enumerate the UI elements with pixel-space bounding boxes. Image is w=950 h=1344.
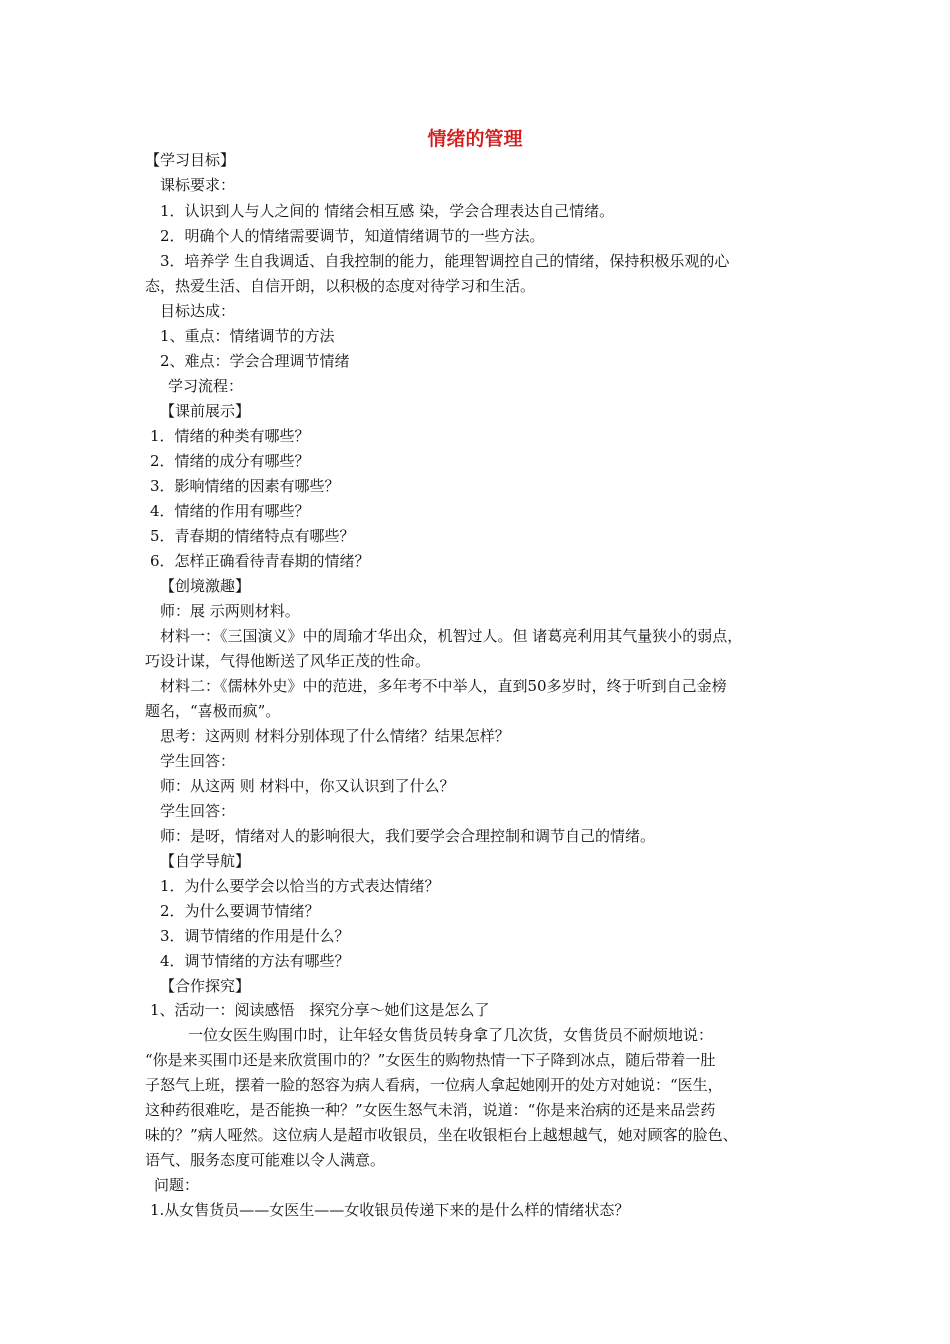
text-line: 1、活动一：阅读感悟 探究分享～她们这是怎么了: [150, 1001, 490, 1019]
text-line: 目标达成：: [160, 302, 236, 320]
text-line: 1．认识到人与人之间的 情绪会相互感 染，学会合理表达自己情绪。: [160, 202, 615, 220]
text-line: 2、难点：学会合理调节情绪: [160, 352, 350, 370]
text-line: 师：从这两 则 材料中，你又认识到了什么？: [160, 777, 455, 795]
list-item: 5．青春期的情绪特点有哪些？: [150, 527, 355, 545]
list-item: 2．情绪的成分有哪些？: [150, 452, 310, 470]
section-heading-cooperation: 【合作探究】: [160, 977, 251, 995]
text-line: 3．培养学 生自我调适、自我控制的能力，能理智调控自己的情绪，保持积极乐观的心: [160, 252, 730, 270]
section-heading-scenario: 【创境激趣】: [160, 577, 251, 595]
list-item: 1．情绪的种类有哪些？: [150, 427, 310, 445]
document-title: 情绪的管理: [427, 128, 523, 150]
list-item: 3．影响情绪的因素有哪些？: [150, 477, 340, 495]
text-line: 学生回答：: [160, 752, 236, 770]
text-line: 思考：这两则 材料分别体现了什么情绪？结果怎样？: [160, 727, 510, 745]
text-line: 师：展 示两则材料。: [160, 602, 300, 620]
text-line: 1、重点：情绪调节的方法: [160, 327, 335, 345]
text-line: 学习流程：: [168, 377, 244, 395]
text-line: 子怒气上班，摆着一脸的怒容为病人看病，一位病人拿起她刚开的处方对她说：“医生，: [145, 1076, 723, 1094]
text-line: 巧设计谋，气得他断送了风华正茂的性命。: [145, 652, 431, 670]
text-line: 材料一：《三国演义》中的周瑜才华出众，机智过人。但 诸葛亮利用其气量狭小的弱点，: [160, 627, 743, 645]
text-line: 一位女医生购围巾时，让年轻女售货员转身拿了几次货，女售货员不耐烦地说：: [188, 1026, 714, 1044]
text-line: 学生回答：: [160, 802, 236, 820]
text-line: 味的？”病人哑然。这位病人是超市收银员，坐在收银柜台上越想越气，她对顾客的脸色、: [145, 1126, 738, 1144]
text-line: 问题：: [154, 1176, 200, 1194]
section-heading-preview: 【课前展示】: [160, 402, 251, 420]
list-item: 4．情绪的作用有哪些？: [150, 502, 310, 520]
text-line: 2．明确个人的情绪需要调节，知道情绪调节的一些方法。: [160, 227, 545, 245]
text-line: 语气、服务态度可能难以令人满意。: [145, 1151, 386, 1169]
text-line: 这种药很难吃，是否能换一种？”女医生怒气未消，说道：“你是来治病的还是来品尝药: [145, 1101, 716, 1119]
list-item: 6．怎样正确看待青春期的情绪？: [150, 552, 370, 570]
list-item: 2．为什么要调节情绪？: [160, 902, 320, 920]
list-item: 4．调节情绪的方法有哪些？: [160, 952, 350, 970]
text-line: “你是来买围巾还是来欣赏围巾的？”女医生的购物热情一下子降到冰点，随后带着一肚: [145, 1051, 716, 1069]
text-line: 师：是呀，情绪对人的影响很大，我们要学会合理控制和调节自己的情绪。: [160, 827, 656, 845]
text-line: 题名，“喜极而疯”。: [145, 702, 281, 720]
section-heading-selfstudy: 【自学导航】: [160, 852, 251, 870]
section-heading-objectives: 【学习目标】: [145, 151, 236, 169]
text-line: 材料二：《儒林外史》中的范进，多年考不中举人，直到50多岁时，终于听到自己金榜: [160, 677, 727, 695]
text-line: 态，热爱生活、自信开朗，以积极的态度对待学习和生活。: [145, 277, 536, 295]
text-line: 1.从女售货员——女医生——女收银员传递下来的是什么样的情绪状态？: [150, 1201, 630, 1219]
list-item: 1．为什么要学会以恰当的方式表达情绪？: [160, 877, 440, 895]
text-line: 课标要求：: [160, 176, 236, 194]
list-item: 3．调节情绪的作用是什么？: [160, 927, 350, 945]
